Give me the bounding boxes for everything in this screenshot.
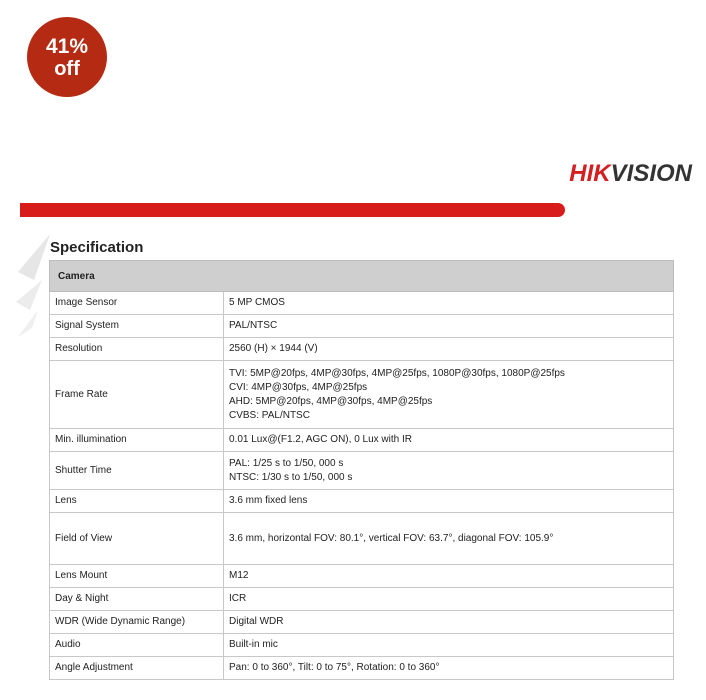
spec-value-line: TVI: 5MP@20fps, 4MP@30fps, 4MP@25fps, 1080P@30fps, 1080P@25fps: [229, 367, 565, 379]
spec-value: [224, 452, 674, 490]
spec-value-line: 3.6 mm, horizontal FOV: 80.1°, vertical FOV: 63.7°, diagonal FOV: 105.9°: [229, 532, 554, 544]
table-row: [50, 292, 674, 315]
spec-value: [224, 657, 674, 680]
spec-value-line: CVBS: PAL/NTSC: [229, 409, 310, 421]
spec-label: Field of View: [50, 513, 224, 565]
table-row: [50, 513, 674, 565]
spec-value-line: 3.6 mm fixed lens: [229, 495, 308, 506]
spec-label: Signal System: [50, 315, 224, 338]
logo-part-vision: VISION: [610, 160, 692, 187]
table-row: [50, 315, 674, 338]
table-row: [50, 588, 674, 611]
table-row: [50, 338, 674, 361]
spec-value-line: PAL/NTSC: [229, 320, 278, 331]
spec-value-line: ICR: [229, 593, 247, 604]
discount-percent: 41%: [45, 34, 89, 58]
spec-value: [224, 338, 674, 361]
specification-heading: Specification: [50, 239, 144, 256]
spec-value: [224, 429, 674, 452]
spec-label: Day & Night: [50, 588, 224, 611]
spec-label: Lens Mount: [50, 565, 224, 588]
table-row: [50, 490, 674, 513]
spec-value-line: Pan: 0 to 360°, Tilt: 0 to 75°, Rotation: 0 to 360°: [229, 662, 440, 673]
spec-value: [224, 588, 674, 611]
spec-value: [224, 611, 674, 634]
spec-value: [224, 292, 674, 315]
spec-label: Angle Adjustment: [50, 657, 224, 680]
table-row: [50, 565, 674, 588]
spec-table-body: [50, 292, 674, 680]
spec-value: [224, 361, 674, 429]
spec-label: Frame Rate: [50, 361, 224, 429]
spec-value-line: Built-in mic: [229, 639, 278, 650]
table-row: [50, 657, 674, 680]
spec-label: Audio: [50, 634, 224, 657]
spec-value-line: Digital WDR: [229, 616, 284, 627]
spec-value-line: M12: [229, 570, 249, 581]
red-divider-bar: [20, 203, 565, 217]
spec-value-line: AHD: 5MP@20fps, 4MP@30fps, 4MP@25fps: [229, 395, 433, 407]
table-row: [50, 429, 674, 452]
spec-label: Shutter Time: [50, 452, 224, 490]
spec-label: WDR (Wide Dynamic Range): [50, 611, 224, 634]
spec-value-line: 5 MP CMOS: [229, 297, 285, 308]
spec-label: Image Sensor: [50, 292, 224, 315]
spec-value: [224, 565, 674, 588]
table-row: [50, 361, 674, 429]
table-row: [50, 611, 674, 634]
spec-value: [224, 513, 674, 565]
spec-value: [224, 315, 674, 338]
spec-value-line: 2560 (H) × 1944 (V): [229, 343, 318, 354]
table-row: [50, 452, 674, 490]
table-row: [50, 634, 674, 657]
spec-label: Min. illumination: [50, 429, 224, 452]
spec-value-line: CVI: 4MP@30fps, 4MP@25fps: [229, 381, 368, 393]
hikvision-logo: [569, 160, 692, 188]
logo-part-hik: HIK: [569, 160, 611, 187]
spec-value: [224, 490, 674, 513]
spec-value-line: 0.01 Lux@(F1.2, AGC ON), 0 Lux with IR: [229, 434, 412, 445]
discount-badge: [27, 17, 107, 97]
discount-off-label: off: [54, 57, 80, 80]
specification-table: [49, 260, 674, 680]
spec-value: [224, 634, 674, 657]
section-header-camera: Camera: [50, 261, 674, 292]
spec-label: Lens: [50, 490, 224, 513]
spec-value-line: PAL: 1/25 s to 1/50, 000 s: [229, 457, 344, 469]
spec-value-line: NTSC: 1/30 s to 1/50, 000 s: [229, 471, 353, 483]
decorative-swoosh: [12, 232, 52, 342]
spec-label: Resolution: [50, 338, 224, 361]
